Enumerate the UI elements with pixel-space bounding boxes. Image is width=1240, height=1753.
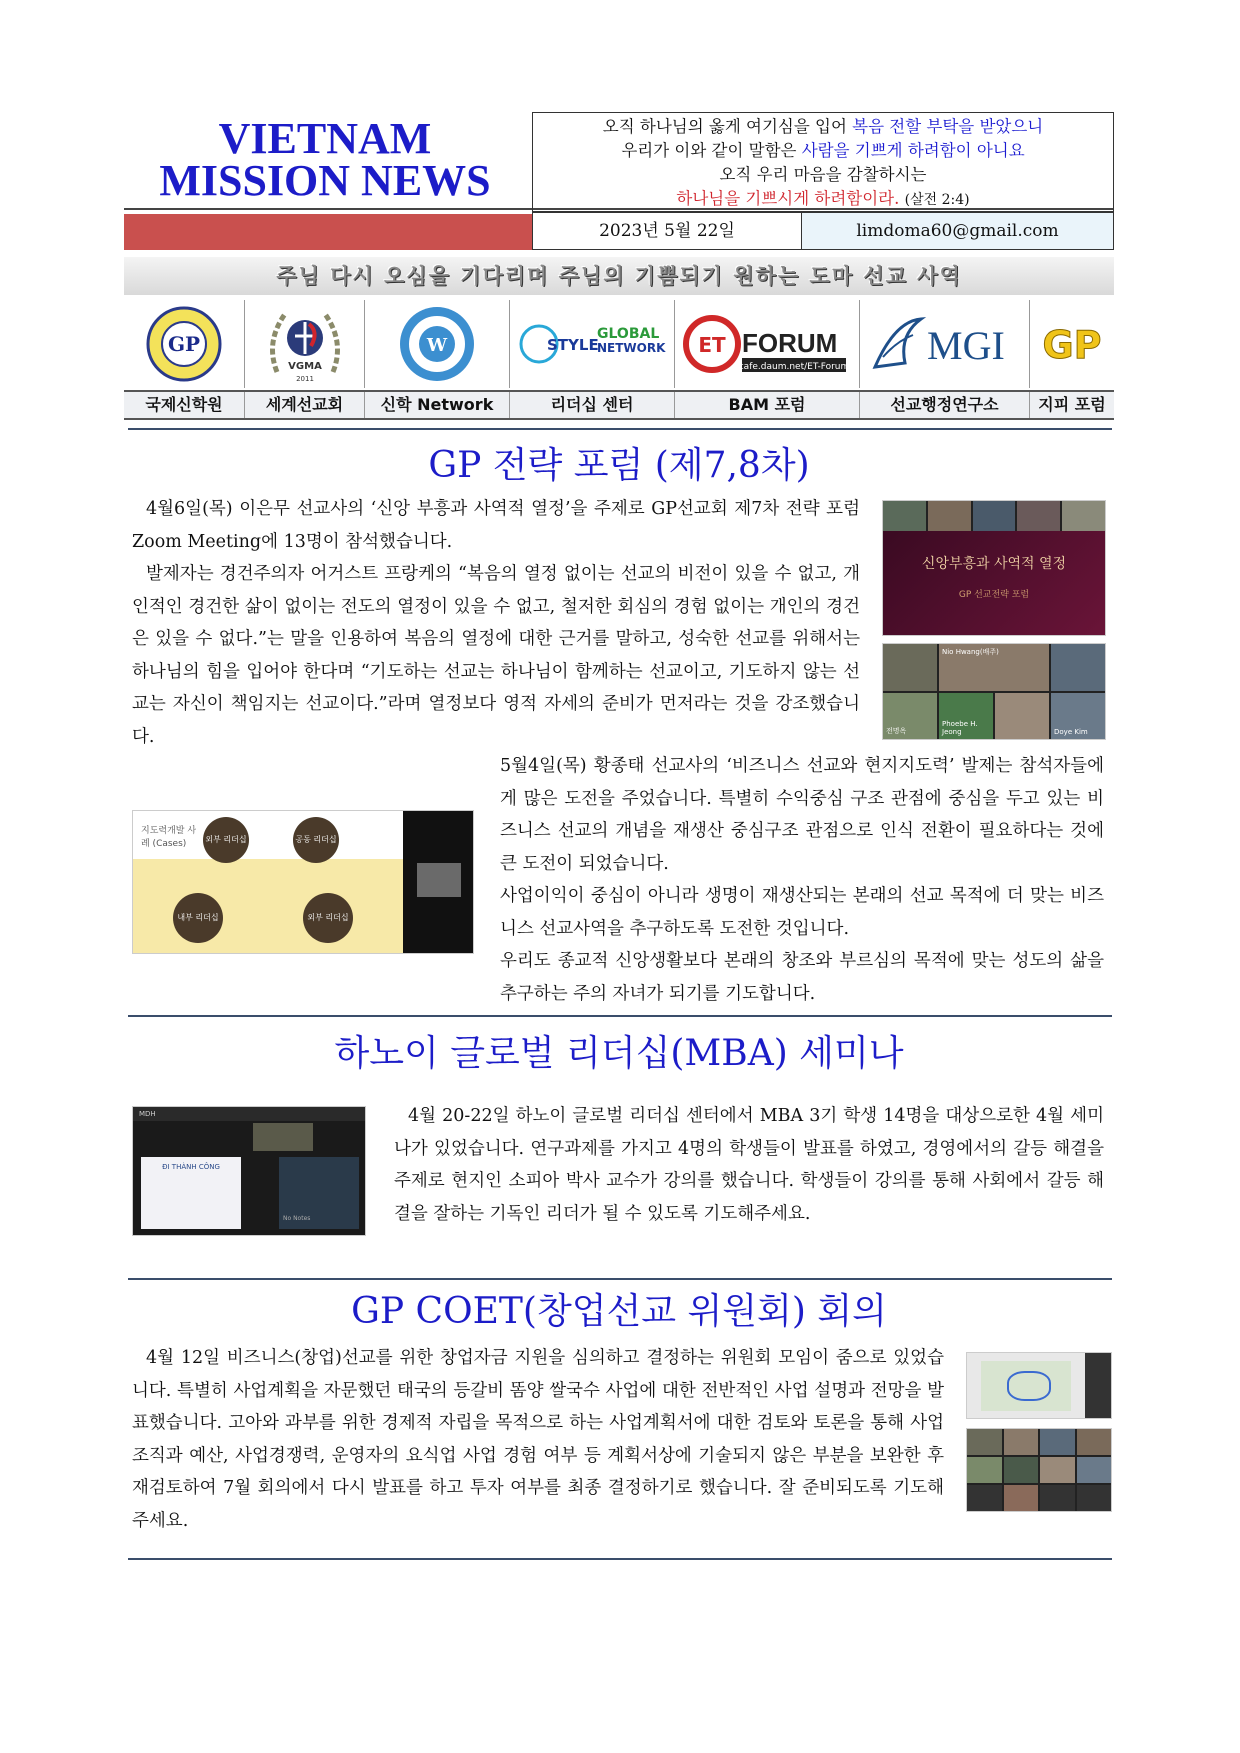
contact-email[interactable]: limdoma60@gmail.com <box>801 212 1114 250</box>
slide2-label: 공동 리더십 <box>293 817 339 863</box>
wns-seal-icon <box>364 300 509 388</box>
verse-line-1b: 복음 전할 부탁을 받았으니 <box>852 117 1044 136</box>
section-3-title: GP COET(창업선교 위원회) 회의 <box>351 1291 887 1332</box>
vgma-laurel-icon <box>244 300 364 388</box>
section-rule <box>128 428 1112 430</box>
svg-text:ET: ET <box>698 333 726 357</box>
coet-zoom-grid-photo <box>966 1428 1112 1512</box>
partner-label-row <box>124 390 1114 420</box>
verse-line-4: 하나님을 기쁘시게 하려함이라. <box>676 189 900 208</box>
leadership-cases-slide-photo <box>132 810 474 954</box>
coet-map-slide-photo <box>966 1352 1112 1419</box>
mba-seminar-screen-photo <box>132 1106 366 1236</box>
section-3-paragraph-1: 4월 12일 비즈니스(창업)선교를 위한 창업자금 지원을 심의하고 결정하는 위원회 모임이 줌으로 있었습니다. 특별히 사업계획을 자문했던 태국의 등갈비 똠양 쌀국수 사업에 대한 전반적인 사업 설명과 전망을 발표했습니다. 고아와 과부를 위한 경제적 자립을 목적으로 하는 사업계획서에 대한 검토와 토론을 통해 사업조직과 예산, 사업경쟁력, 운영자의 요식업 사업 경험 여부 등 계획서상에 기술되지 않은 부분을 보완한 후 재검토하여 7월 회의에서 다시 발표를 하고 투자 여부를 최종 결정하기로 했습니다. 잘 준비되도록 기도해주세요. <box>132 1348 944 1531</box>
forum-zoom-grid-photo <box>882 643 1106 740</box>
logo-label: 리더십 센터 <box>509 392 674 418</box>
verse-line-2b: 사람을 기쁘게 하려함이 아니요 <box>801 141 1025 160</box>
zoom-name: 전명옥 <box>883 693 937 740</box>
partner-logo-row <box>124 300 1114 388</box>
zoom-name: Doye Kim <box>1051 693 1105 740</box>
section-2-title: 하노이 글로벌 리더십(MBA) 세미나 <box>334 1033 904 1074</box>
title-line-2: MISSION NEWS <box>159 156 491 205</box>
gp-logo-icon <box>1029 300 1114 388</box>
section-1-paragraph-4: 사업이익이 중심이 아니라 생명이 재생산되는 본래의 선교 목적에 더 맞는 비즈니스 선교사역을 추구하도록 도전한 것입니다. <box>500 886 1104 939</box>
istyle-global: GLOBAL <box>597 326 660 342</box>
mgi-icon <box>859 300 1029 388</box>
section-rule <box>128 1558 1112 1560</box>
section-rule <box>128 1015 1112 1017</box>
zoom-name: Phoebe H. Jeong <box>939 693 993 740</box>
logo-label: 신학 Network <box>364 392 509 418</box>
screen-top-label: MDH <box>133 1107 365 1121</box>
issue-date: 2023년 5월 22일 <box>532 212 802 250</box>
screen-notes: No Notes <box>283 1215 311 1222</box>
et-forum-url: cafe.daum.net/ET-Forum <box>738 362 850 372</box>
istyle-global-network-icon <box>509 300 674 388</box>
slide2-label: 내부 리더십 <box>173 893 223 943</box>
newsletter-title <box>120 114 530 205</box>
slogan-text: 주님 다시 오심을 기다리며 주님의 기쁨되기 원하는 도마 선교 사역 <box>276 264 962 288</box>
verse-line-1a: 오직 하나님의 옳게 여기심을 입어 <box>602 117 853 136</box>
vgma-year: 2011 <box>295 375 314 383</box>
section-1-paragraph-2: 발제자는 경건주의자 어거스트 프랑케의 “복음의 열정 없이는 선교의 비전이 있을 수 없고, 개인적인 경건한 삶이 없이는 전도의 열정이 있을 수 없고, 철저한 회심의 경험 없이는 개인의 경건은 있을 수 없다.”는 말을 인용하여 복음의 열정에 대한 근거를 말하고, 성숙한 선교를 위해서는 하나님의 힘을 입어야 한다며 “기도하는 선교는 하나님이 함께하는 선교이고, 기도하지 않는 선교는 자신이 책임지는 선교이다.”라며 열정보다 영적 자세의 준비가 먼저라는 것을 강조했습니다. <box>132 564 860 747</box>
mgi-text: MGI <box>926 323 1005 368</box>
istyle-network: NETWORK <box>597 341 666 355</box>
istyle-text: STYLE <box>547 336 599 354</box>
gp-logo-text: GP <box>1042 323 1102 367</box>
section-1-paragraph-1: 4월6일(목) 이은무 선교사의 ‘신앙 부흥과 사역적 열정’을 주제로 GP선교회 제7차 전략 포럼 Zoom Meeting에 13명이 참석했습니다. <box>132 499 860 552</box>
section-1-paragraph-5: 우리도 종교적 신앙생활보다 본래의 창조와 부르심의 목적에 맞는 성도의 삶을 추구하는 주의 자녀가 되기를 기도합니다. <box>500 951 1104 1004</box>
zoom-name: Nio Hwang(배주) <box>939 644 1049 691</box>
logo-label: BAM 포럼 <box>674 392 859 418</box>
slide2-label: 외부 리더십 <box>203 817 249 863</box>
svg-text:GP: GP <box>167 332 201 356</box>
et-forum-text: FORUM <box>742 328 838 358</box>
forum-zoom-slide-photo <box>882 500 1106 636</box>
masthead-red-bar <box>124 214 532 250</box>
svg-text:W: W <box>426 335 448 356</box>
bible-verse-box <box>532 112 1114 212</box>
screen-slide-title: ĐI THÀNH CÔNG <box>162 1163 220 1171</box>
slide2-label: 외부 리더십 <box>303 893 353 943</box>
section-rule <box>128 1278 1112 1280</box>
et-forum-icon <box>674 300 859 388</box>
verse-line-2a: 우리가 이와 같이 말함은 <box>621 141 802 160</box>
gp-seminary-seal-icon <box>124 300 244 388</box>
slide2-heading: 지도력개발 사례 (Cases) <box>141 826 197 849</box>
verse-reference: (살전 2:4) <box>904 192 970 208</box>
slide-title: 신앙부흥과 사역적 열정 <box>921 556 1067 572</box>
slide-subtitle: GP 선교전략 포럼 <box>958 590 1030 600</box>
vgma-caption: VGMA <box>287 361 322 372</box>
section-2-paragraph-1: 4월 20-22일 하노이 글로벌 리더십 센터에서 MBA 3기 학생 14명을 대상으로한 4월 세미나가 있었습니다. 연구과제를 가지고 4명의 학생들이 발표를 하였고, 경영에서의 갈등 해결을 주제로 현지인 소피아 박사 교수가 강의를 했습니다. 학생들이 강의를 통해 사회에서 갈등 해결을 잘하는 기독인 리더가 될 수 있도록 기도해주세요. <box>394 1106 1104 1224</box>
verse-line-3: 오직 우리 마음을 감찰하시는 <box>719 165 927 184</box>
logo-label: 국제신학원 <box>145 395 223 414</box>
logo-label: 선교행정연구소 <box>859 392 1029 418</box>
logo-label: 세계선교회 <box>244 392 364 418</box>
title-line-1: VIETNAM <box>218 114 432 163</box>
section-1-title: GP 전략 포럼 (제7,8차) <box>428 445 810 486</box>
logo-label: 지피 포럼 <box>1029 392 1114 418</box>
section-1-paragraph-3: 5월4일(목) 황종태 선교사의 ‘비즈니스 선교와 현지지도력’ 발제는 참석자들에게 많은 도전을 주었습니다. 특별히 수익중심 구조 관점에 중심을 두고 있는 비즈니스 선교의 개념을 재생산 중심구조 관점으로 인식 전환이 필요하다는 것에 큰 도전이 되었습니다. <box>500 756 1104 874</box>
